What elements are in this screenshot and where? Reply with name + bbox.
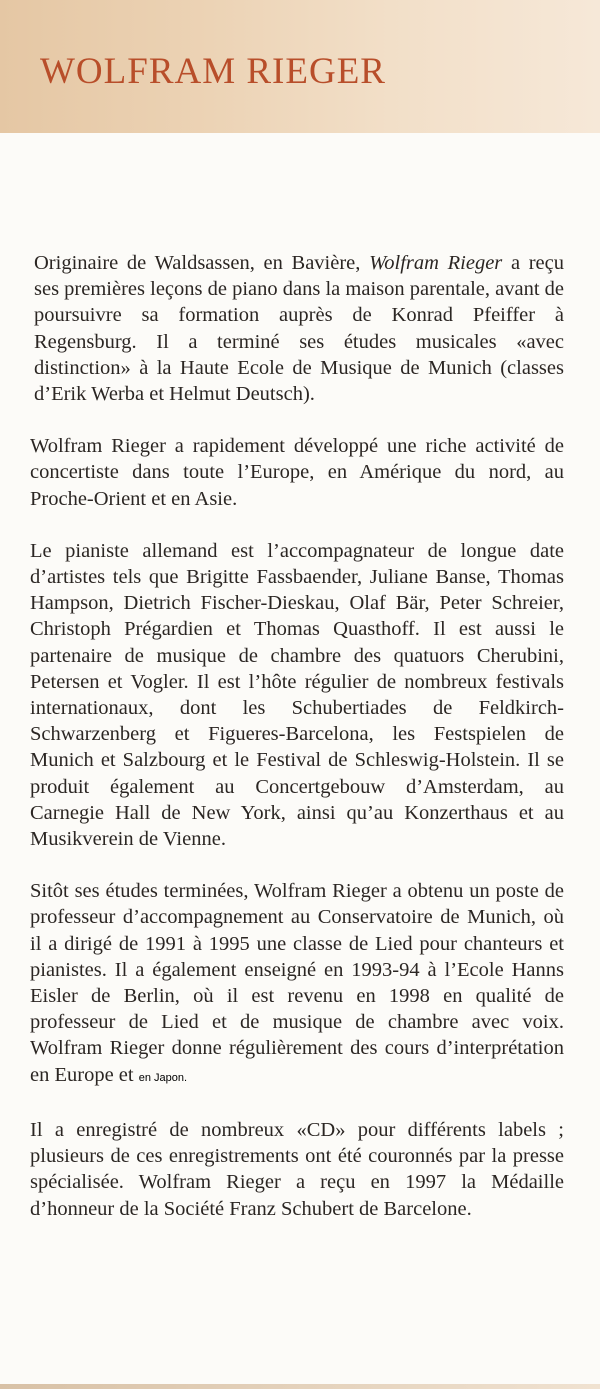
paragraph-career: Wolfram Rieger a rapidement développé une riche activité de concertiste dans toute l’Europe, en Amérique du nord, au Proche-Orient et en Asie.	[30, 435, 564, 510]
bottom-border	[0, 1384, 600, 1389]
paragraph-teaching-tail: en Japon.	[138, 1071, 188, 1084]
paragraph-recordings: Il a enregistré de nombreux «CD» pour différents labels ; plusieurs de ces enregistrements ont été couronnés par la presse spécialisée. Wolfram Rieger a reçu en 1997 la Médaille d’honneur de la Société Franz Schubert de Barcelone.	[30, 1118, 564, 1220]
paragraph-origins	[34, 250, 564, 407]
paragraph-origins-start: Originaire de Waldsassen, en Bavière,	[34, 252, 370, 274]
page-title: WOLFRAM RIEGER	[40, 51, 386, 92]
paragraph-collaborations: Le pianiste allemand est l’accompagnateur de longue date d’artistes tels que Brigitte Fassbaender, Juliane Banse, Thomas Hampson, Dietrich Fischer-Dieskau, Olaf Bär, Peter Schreier, Christoph Prégardien et Thomas Quasthoff. Il est aussi le partenaire de musique de chambre des quatuors Cherubini, Petersen et Vogler. Il est l’hôte régulier de nombreux festivals internationaux, dont les Schubertiades de Feldkirch-Schwarzenberg et Figueres-Barcelona, les Festspielen de Munich et Salzbourg et le Festival de Schleswig-Holstein. Il se produit également au Concertgebouw d’Amsterdam, au Carnegie Hall de New York, ainsi qu’au Konzerthaus et au Musikverein de Vienne.	[30, 539, 564, 851]
header-band	[0, 0, 600, 133]
paragraph-teaching-text: Sitôt ses études terminées, Wolfram Rieger a obtenu un poste de professeur d’accompagnement au Conservatoire de Munich, où il a dirigé de 1991 à 1995 une classe de Lied pour chanteurs et pianistes. Il a également enseigné en 1993-94 à l’Ecole Hanns Eisler de Berlin, où il est revenu en 1998 en qualité de professeur de Lied et de musique de chambre avec voix. Wolfram Rieger donne régulièrement des cours d’interprétation en Europe et	[30, 880, 564, 1086]
biography-text	[30, 250, 564, 1222]
artist-name: Wolfram Rieger	[369, 252, 503, 274]
paragraph-teaching	[30, 878, 564, 1091]
paragraph-origins-end: a reçu ses premières leçons de piano dans la maison parentale, avant de poursuivre sa formation auprès de Konrad Pfeiffer à Regensburg. Il a terminé ses études musicales «avec distinction» à la Haute Ecole de Musique de Munich (classes d’Erik Werba et Helmut Deutsch).	[34, 252, 564, 406]
